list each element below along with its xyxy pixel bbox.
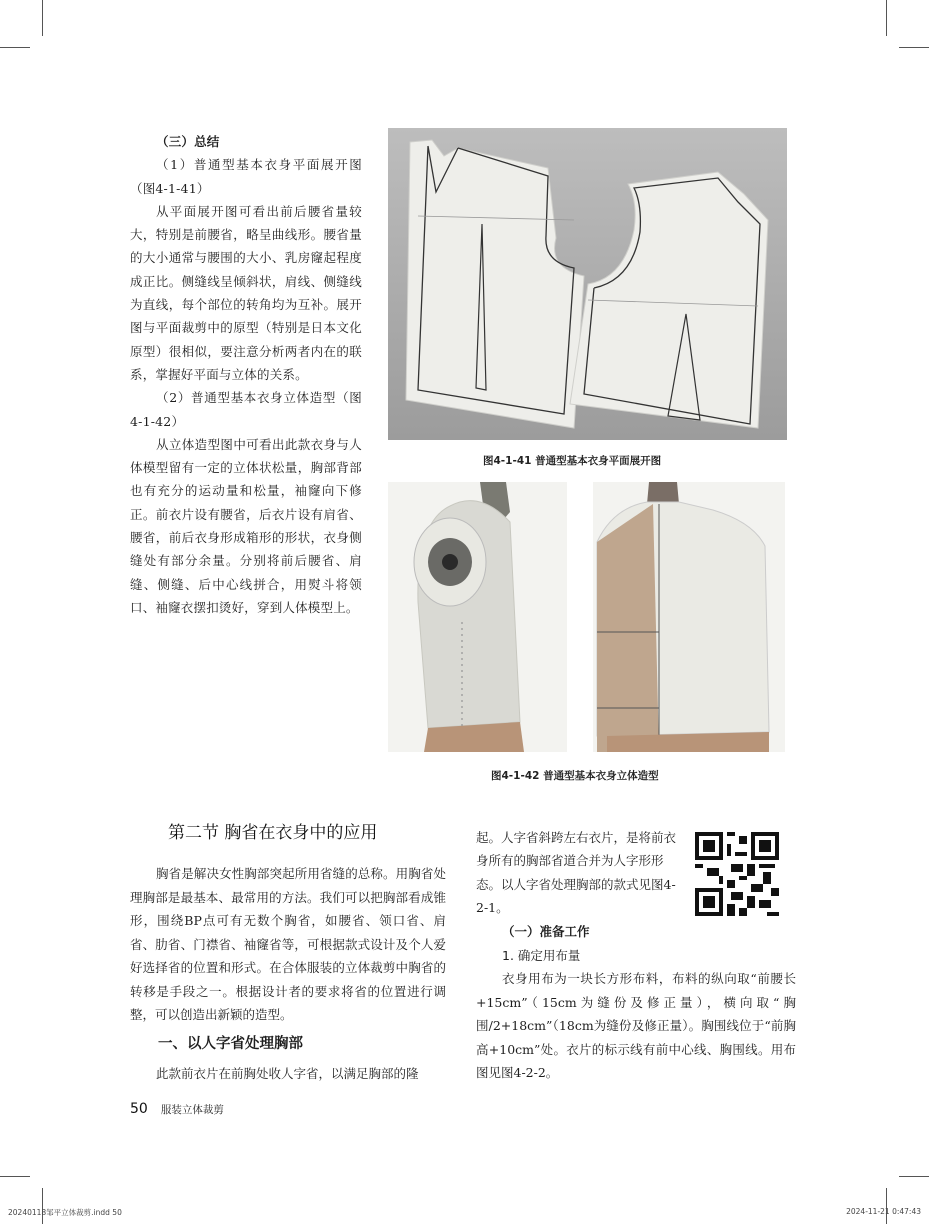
page-footer	[130, 1098, 224, 1117]
prep-heading: （一）准备工作	[502, 924, 590, 939]
summary-section	[130, 130, 362, 619]
sub-heading: 一、以人字省处理胸部	[158, 1036, 303, 1052]
right-continuation: 起。人字省斜跨左右衣片，是将前衣身所有的胸部省道合并为人字形形态。以人字省处理胸部的款式见图4-2-1。	[476, 830, 677, 915]
section-intro	[130, 862, 446, 1027]
step1-heading: 1. 确定用布量	[502, 947, 581, 963]
crop-mark	[899, 47, 929, 48]
sub-body: 此款前衣片在前胸处收人字省，以满足胸部的隆	[156, 1066, 419, 1081]
prep-section	[476, 920, 796, 1085]
qr-code	[695, 832, 779, 916]
crop-mark	[886, 0, 887, 36]
back-view-photo	[593, 482, 785, 752]
crop-mark	[42, 0, 43, 36]
crop-mark	[42, 1188, 43, 1224]
crop-mark	[0, 47, 30, 48]
item2-body: 从立体造型图中可看出此款衣身与人体模型留有一定的立体状松量，胸部背部也有充分的运动量和松量，袖窿向下修正。前衣片设有腰省，后衣片设有肩省、腰省，前后衣身形成箱形的形状，衣身侧缝处有部分余量。分别将前后腰省、肩缝、侧缝、后中心线拼合，用熨斗将领口、袖窿衣摆扣烫好，穿到人体模型上。	[130, 436, 362, 615]
side-view-photo	[388, 482, 567, 752]
slug-file: 20240118邹平立体裁剪.indd 50	[8, 1208, 122, 1217]
summary-heading: （三）总结	[156, 134, 220, 149]
crop-mark	[899, 1176, 929, 1177]
figure-caption: 图4-1-41 普通型基本衣身平面展开图	[483, 455, 662, 467]
section-title: 第二节 胸省在衣身中的应用	[168, 823, 378, 843]
figure-caption: 图4-1-42 普通型基本衣身立体造型	[491, 770, 659, 782]
step1-body: 衣身用布为一块长方形布料，布料的纵向取“前腰长+15cm”（15cm为缝份及修正量），横向取“胸围/2+18cm”（18cm为缝份及修正量）。胸围线位于“前胸高+10cm”处。衣片的标示线有前中心线、胸围线。用布图见图4-2-2。	[476, 971, 796, 1080]
crop-mark	[0, 1176, 30, 1177]
book-title: 服装立体裁剪	[160, 1104, 224, 1116]
item2-title: （2）普通型基本衣身立体造型（图4-1-42）	[130, 390, 362, 429]
page-number: 50	[130, 1101, 148, 1117]
flat-pattern-photo	[388, 128, 787, 440]
intro-paragraph: 胸省是解决女性胸部突起所用省缝的总称。用胸省处理胸部是最基本、最常用的方法。我们可以把胸部看成锥形，围绕BP点可有无数个胸省，如腰省、领口省、肩省、肋省、门襟省、袖窿省等，可根据款式设计及个人爱好选择省的位置和形式。在合体服装的立体裁剪中胸省的转移是手段之一。根据设计者的要求将省的位置进行调整，可以创造出新颖的造型。	[130, 866, 446, 1022]
item1-body: 从平面展开图可看出前后腰省量较大，特别是前腰省，略呈曲线形。腰省量的大小通常与腰围的大小、乳房窿起程度成正比。侧缝线呈倾斜状，肩线、侧缝线为直线，每个部位的转角均为互补。展开图与平面裁剪中的原型（特别是日本文化原型）很相似，要注意分析两者内在的联系，掌握好平面与立体的关系。	[130, 203, 362, 382]
slug-date: 2024-11-21 0:47:43	[846, 1207, 921, 1216]
item1-title: （1）普通型基本衣身平面展开图（图4-1-41）	[130, 157, 362, 196]
crop-mark	[886, 1188, 887, 1224]
